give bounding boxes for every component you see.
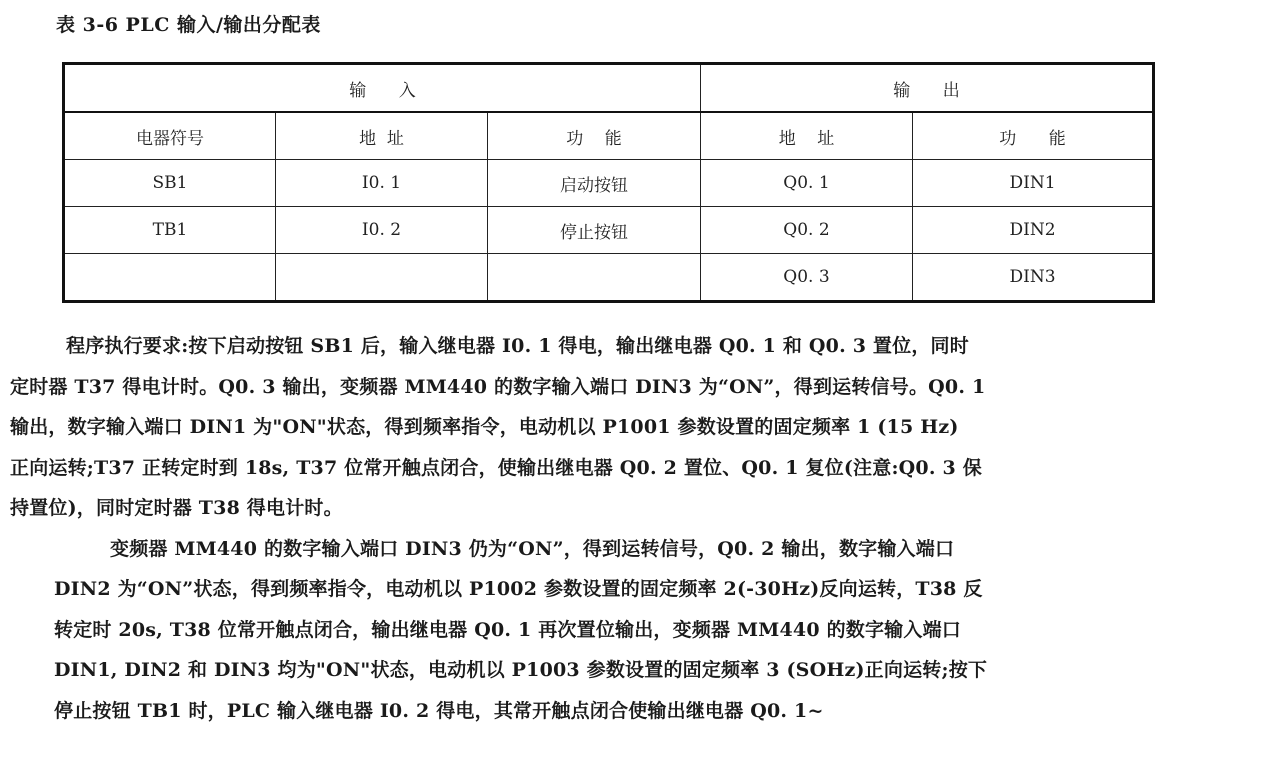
table-row	[64, 160, 1154, 207]
cell-device-symbol: SB1	[64, 160, 276, 207]
paragraph-line: 变频器 MM440 的数字输入端口 DIN3 仍为“ON”，得到运转信号，Q0. 2 输出，数字输入端口	[110, 537, 955, 560]
paragraph-inverter-sequence	[10, 529, 1080, 732]
paragraph-line: 正向运转;T37 正转定时到 18s, T37 位常开触点闭合，使输出继电器 Q0. 2 置位、Q0. 1 复位(注意:Q0. 3 保	[10, 456, 982, 479]
table-caption: 表 3-6 PLC 输入/输出分配表	[56, 14, 321, 36]
paragraph-line: 输出，数字输入端口 DIN1 为"ON"状态，得到频率指令，电动机以 P1001 参数设置的固定频率 1 (15 Hz)	[10, 416, 959, 438]
cell-output-function: DIN3	[913, 254, 1154, 302]
cell-device-symbol: TB1	[64, 207, 276, 254]
header-device-symbol: 电器符号	[64, 112, 276, 160]
cell-input-address: I0. 1	[276, 160, 488, 207]
cell-device-symbol	[64, 254, 276, 302]
header-input-address: 地 址	[276, 112, 488, 160]
cell-output-function: DIN1	[913, 160, 1154, 207]
paragraph-line: 定时器 T37 得电计时。Q0. 3 输出，变频器 MM440 的数字输入端口 DIN3 为“ON”，得到运转信号。Q0. 1	[10, 375, 986, 398]
table-header-row	[64, 112, 1154, 160]
paragraph-line: 持置位)，同时定时器 T38 得电计时。	[10, 497, 343, 519]
io-allocation-table	[62, 62, 1155, 303]
paragraph-line: DIN2 为“ON”状态，得到频率指令，电动机以 P1002 参数设置的固定频率 2(-30Hz)反向运转，T38 反	[54, 578, 983, 600]
cell-input-address: I0. 2	[276, 207, 488, 254]
cell-input-function	[488, 254, 701, 302]
cell-input-function: 启动按钮	[488, 160, 701, 207]
cell-input-function: 停止按钮	[488, 207, 701, 254]
paragraph-line: 程序执行要求:按下启动按钮 SB1 后，输入继电器 I0. 1 得电，输出继电器 Q0. 1 和 Q0. 3 置位，同时	[66, 335, 969, 357]
header-output-function: 功 能	[913, 112, 1154, 160]
body-text	[10, 326, 1080, 731]
cell-output-address: Q0. 2	[701, 207, 913, 254]
cell-input-address	[276, 254, 488, 302]
cell-output-address: Q0. 1	[701, 160, 913, 207]
header-input-function: 功 能	[488, 112, 701, 160]
paragraph-line: 停止按钮 TB1 时，PLC 输入继电器 I0. 2 得电，其常开触点闭合使输出继电器 Q0. 1~	[54, 699, 824, 722]
table-group-row	[64, 64, 1154, 113]
paragraph-line: DIN1, DIN2 和 DIN3 均为"ON"状态，电动机以 P1003 参数设置的固定频率 3 (SOHz)正向运转;按下	[54, 659, 988, 681]
table-row	[64, 207, 1154, 254]
header-output-address: 地 址	[701, 112, 913, 160]
table-row	[64, 254, 1154, 302]
paragraph-line: 转定时 20s, T38 位常开触点闭合，输出继电器 Q0. 1 再次置位输出，变频器 MM440 的数字输入端口	[54, 618, 961, 641]
cell-output-function: DIN2	[913, 207, 1154, 254]
group-output-header: 输 出	[701, 64, 1154, 113]
group-input-header: 输 入	[64, 64, 701, 113]
cell-output-address: Q0. 3	[701, 254, 913, 302]
paragraph-program-requirements	[10, 326, 1080, 529]
